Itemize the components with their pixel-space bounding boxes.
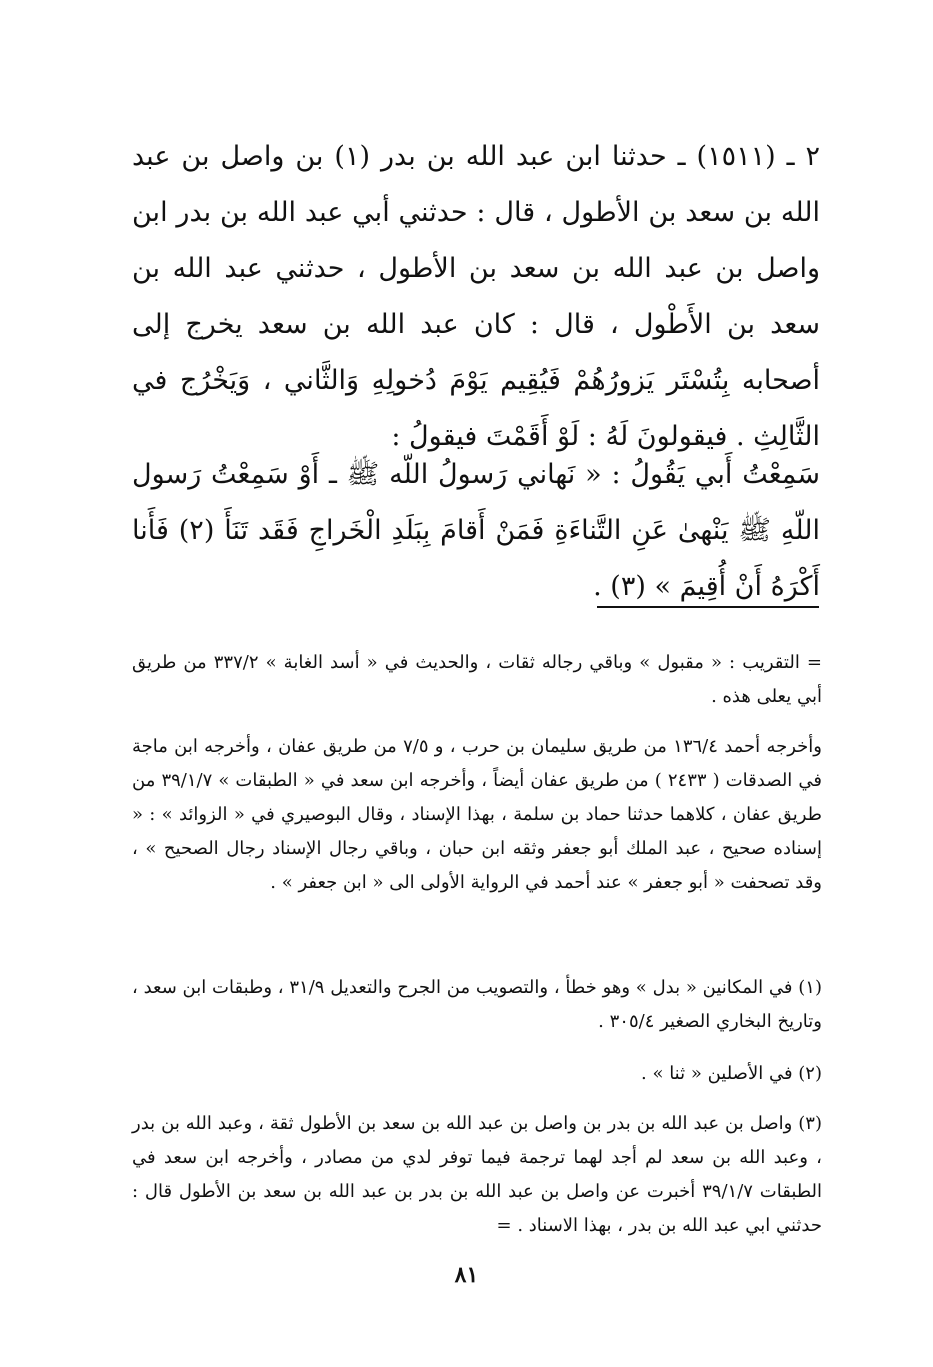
footnote-2: (٢) في الأصلين « ثنا » .	[641, 1063, 822, 1084]
hadith-matn-paragraph: سَمِعْتُ أَبي يَقُولُ : « نَهاني رَسولُ اللّه ﷺ ـ أَوْ سَمِعْتُ رَسول اللّهِ ﷺ يَنْهىٰ عَنِ التَّناءَةِ فَمَنْ أَقامَ بِبَلَدِ الْخَراجِ فَقَد تَنَأَ (٢) فَأَنا أَكْرَهُ أَنْ أُقِيمَ » (٣) .	[132, 459, 820, 602]
footnote-takhrij: وأخرجه أحمد ١٣٦/٤ من طريق سليمان بن حرب ، و ٧/٥ من طريق عفان ، وأخرجه ابن ماجة في الصدقات ( ٢٤٣٣ ) من طريق عفان أيضاً ، وأخرجه ابن سعد في « الطبقات » ٣٩/١/٧ من طريق عفان ، كلاهما حدثنا حماد بن سلمة ، بهذا الإسناد ، وقال البوصيري في « الزوائد » : « إسناده صحيح ، عبد الملك أبو جعفر وثقه ابن حبان ، وباقي رجال الإسناد رجال الصحيح » ، وقد تصحفت « أبو جعفر » عند أحمد في الرواية الأولى الى « ابن جعفر » .	[132, 736, 822, 893]
footnote-1: (١) في المكانين « بدل » وهو خطأ ، والتصويب من الجرح والتعديل ٣١/٩ ، وطبقات ابن سعد ، وتاريخ البخاري الصغير ٣٠٥/٤ .	[132, 977, 822, 1032]
page-number: ٨١	[454, 1262, 479, 1288]
footnote-divider	[597, 606, 819, 608]
hadith-isnad-paragraph: ٢ ـ (١٥١١) ـ حدثنا ابن عبد الله بن بدر (١) بن واصل بن عبد الله بن سعد بن الأطول ، قال : حدثني أبي عبد الله بن بدر ابن واصل بن عبد الله بن سعد بن الأطول ، حدثني عبد الله بن سعد بن الأَطْول ، قال : كان عبد الله بن سعد يخرج إلى أصحابه بِتُسْتَر يَزورُهُمْ فَيُقِيم يَوْمَ دُخولِهِ وَالثَّاني ، وَيَخْرُج في الثَّالِثِ . فيقولونَ لَهُ : لَوْ أَقَمْتَ فيقولُ :	[132, 141, 821, 452]
footnote-continuation: = التقريب : « مقبول » وباقي رجاله ثقات ، والحديث في « أسد الغابة » ٣٣٧/٢ من طريق أبي يعلى هذه .	[132, 652, 822, 707]
footnote-3: (٣) واصل بن عبد الله بن بدر بن واصل بن عبد الله بن سعد بن الأطول ثقة ، وعبد الله بن بدر ، وعبد الله بن سعد لم أجد لهما ترجمة فيما توفر لدي من مصادر ، وأخرجه ابن سعد في الطبقات ٣٩/١/٧ أخبرت عن واصل بن عبد الله بن بدر بن عبد الله بن سعد بن الأطول قال : حدثني ابي عبد الله بن بدر ، بهذا الاسناد . =	[132, 1113, 822, 1236]
